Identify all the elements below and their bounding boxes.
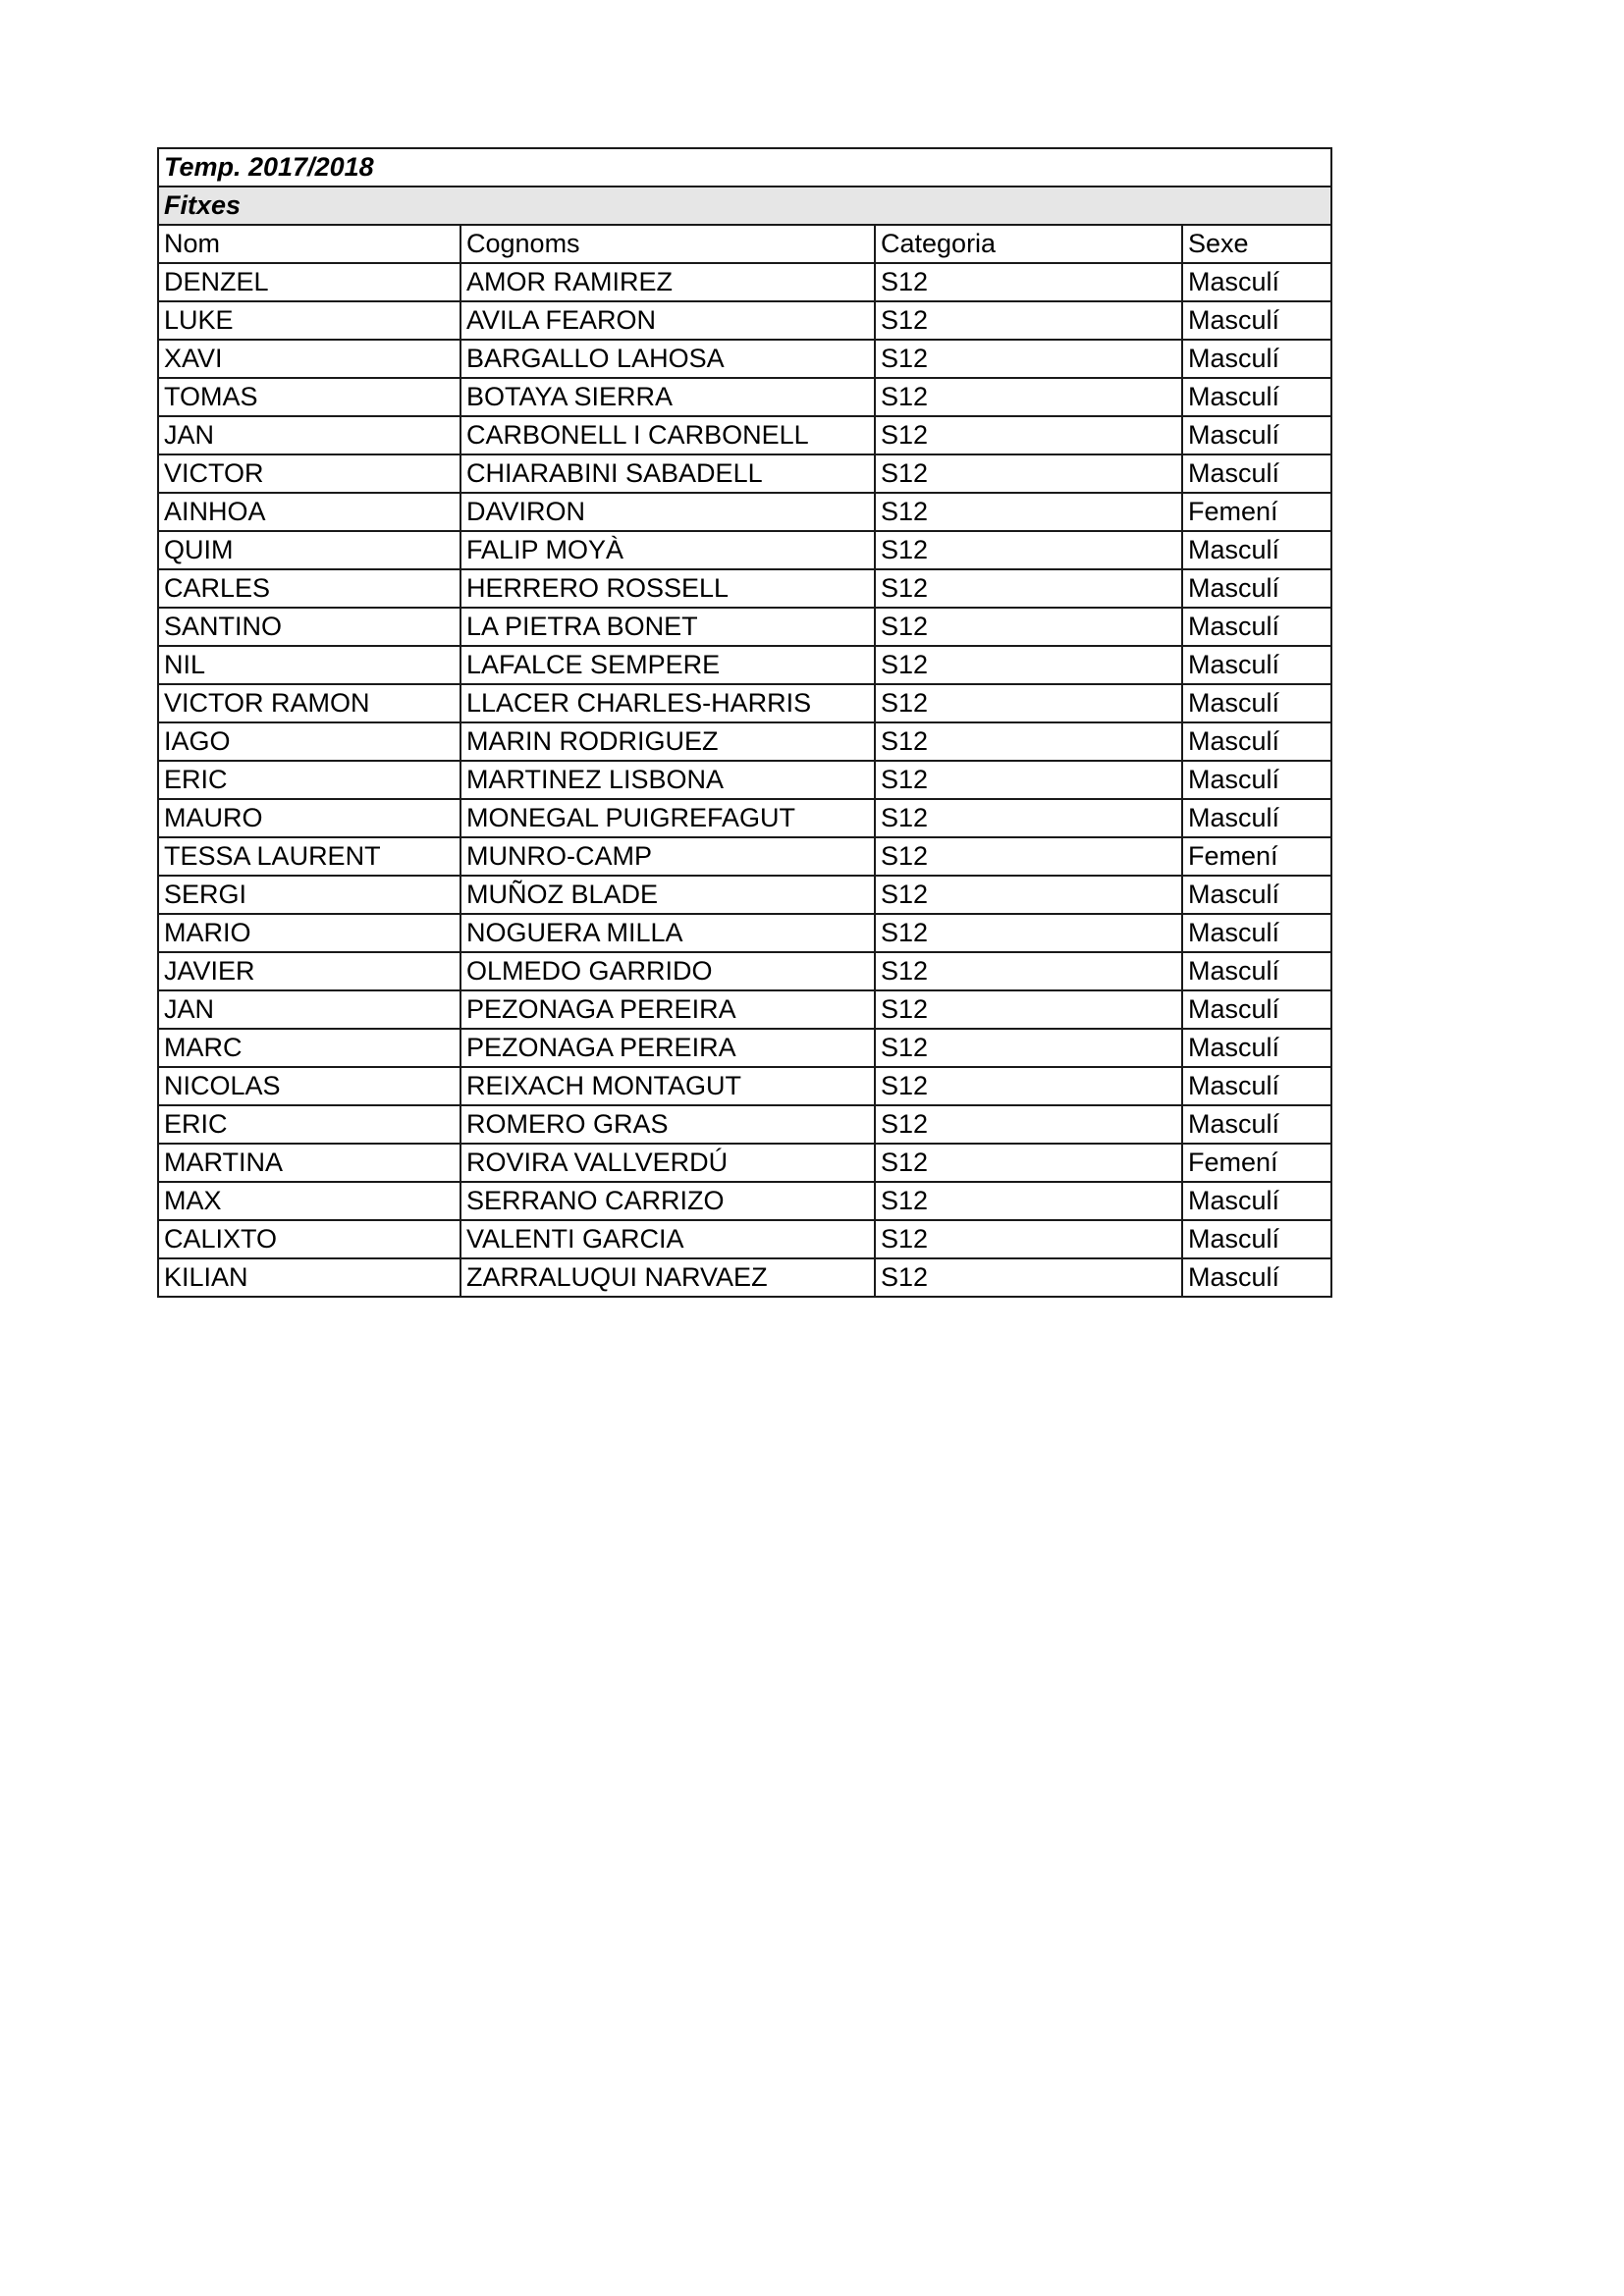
- cell-categoria: S12: [875, 1105, 1182, 1144]
- roster-table: [157, 147, 1332, 1298]
- cell-nom: TOMAS: [158, 378, 460, 416]
- table-row: [158, 952, 1331, 990]
- column-header-nom: Nom: [158, 225, 460, 263]
- cell-cognoms: ROMERO GRAS: [460, 1105, 875, 1144]
- cell-sexe: Masculí: [1182, 684, 1331, 722]
- cell-nom: XAVI: [158, 340, 460, 378]
- table-row: [158, 263, 1331, 301]
- cell-cognoms: REIXACH MONTAGUT: [460, 1067, 875, 1105]
- table-row: [158, 684, 1331, 722]
- cell-sexe: Femení: [1182, 837, 1331, 876]
- cell-cognoms: LA PIETRA BONET: [460, 608, 875, 646]
- cell-cognoms: HERRERO ROSSELL: [460, 569, 875, 608]
- table-row: [158, 1105, 1331, 1144]
- cell-sexe: Masculí: [1182, 1067, 1331, 1105]
- cell-sexe: Masculí: [1182, 531, 1331, 569]
- cell-nom: JAVIER: [158, 952, 460, 990]
- table-row: [158, 340, 1331, 378]
- cell-sexe: Masculí: [1182, 761, 1331, 799]
- cell-sexe: Masculí: [1182, 416, 1331, 454]
- cell-sexe: Femení: [1182, 1144, 1331, 1182]
- cell-categoria: S12: [875, 454, 1182, 493]
- cell-nom: MAX: [158, 1182, 460, 1220]
- table-row: [158, 454, 1331, 493]
- cell-nom: IAGO: [158, 722, 460, 761]
- title-row: [158, 148, 1331, 187]
- cell-cognoms: FALIP MOYÀ: [460, 531, 875, 569]
- cell-nom: CALIXTO: [158, 1220, 460, 1258]
- cell-categoria: S12: [875, 493, 1182, 531]
- table-row: [158, 569, 1331, 608]
- table-row: [158, 761, 1331, 799]
- cell-nom: CARLES: [158, 569, 460, 608]
- cell-sexe: Masculí: [1182, 646, 1331, 684]
- cell-nom: MARC: [158, 1029, 460, 1067]
- section-row: [158, 187, 1331, 225]
- cell-sexe: Masculí: [1182, 1105, 1331, 1144]
- section-title: Fitxes: [158, 187, 1331, 225]
- cell-sexe: Masculí: [1182, 876, 1331, 914]
- cell-cognoms: LAFALCE SEMPERE: [460, 646, 875, 684]
- column-header-categoria: Categoria: [875, 225, 1182, 263]
- cell-categoria: S12: [875, 1067, 1182, 1105]
- table-row: [158, 531, 1331, 569]
- table-row: [158, 799, 1331, 837]
- cell-nom: NICOLAS: [158, 1067, 460, 1105]
- cell-nom: NIL: [158, 646, 460, 684]
- cell-categoria: S12: [875, 263, 1182, 301]
- cell-categoria: S12: [875, 340, 1182, 378]
- table-row: [158, 876, 1331, 914]
- cell-categoria: S12: [875, 608, 1182, 646]
- cell-cognoms: MUNRO-CAMP: [460, 837, 875, 876]
- table-row: [158, 722, 1331, 761]
- cell-categoria: S12: [875, 531, 1182, 569]
- cell-nom: VICTOR RAMON: [158, 684, 460, 722]
- cell-cognoms: SERRANO CARRIZO: [460, 1182, 875, 1220]
- table-row: [158, 1067, 1331, 1105]
- cell-nom: ERIC: [158, 1105, 460, 1144]
- cell-categoria: S12: [875, 799, 1182, 837]
- cell-cognoms: AVILA FEARON: [460, 301, 875, 340]
- cell-cognoms: ZARRALUQUI NARVAEZ: [460, 1258, 875, 1297]
- table-row: [158, 416, 1331, 454]
- cell-sexe: Masculí: [1182, 914, 1331, 952]
- cell-categoria: S12: [875, 1029, 1182, 1067]
- cell-cognoms: MARTINEZ LISBONA: [460, 761, 875, 799]
- cell-cognoms: ROVIRA VALLVERDÚ: [460, 1144, 875, 1182]
- table-row: [158, 990, 1331, 1029]
- cell-cognoms: MARIN RODRIGUEZ: [460, 722, 875, 761]
- cell-sexe: Masculí: [1182, 569, 1331, 608]
- cell-categoria: S12: [875, 1220, 1182, 1258]
- cell-nom: MARIO: [158, 914, 460, 952]
- season-title: Temp. 2017/2018: [158, 148, 1331, 187]
- cell-sexe: Masculí: [1182, 340, 1331, 378]
- cell-categoria: S12: [875, 876, 1182, 914]
- cell-nom: JAN: [158, 990, 460, 1029]
- cell-cognoms: VALENTI GARCIA: [460, 1220, 875, 1258]
- cell-categoria: S12: [875, 722, 1182, 761]
- table-row: [158, 608, 1331, 646]
- roster-table-body: [158, 148, 1331, 1297]
- cell-cognoms: PEZONAGA PEREIRA: [460, 990, 875, 1029]
- cell-categoria: S12: [875, 761, 1182, 799]
- cell-cognoms: CHIARABINI SABADELL: [460, 454, 875, 493]
- cell-nom: VICTOR: [158, 454, 460, 493]
- table-row: [158, 1182, 1331, 1220]
- cell-cognoms: AMOR RAMIREZ: [460, 263, 875, 301]
- cell-sexe: Masculí: [1182, 990, 1331, 1029]
- cell-nom: AINHOA: [158, 493, 460, 531]
- cell-categoria: S12: [875, 646, 1182, 684]
- table-row: [158, 301, 1331, 340]
- cell-categoria: S12: [875, 569, 1182, 608]
- cell-categoria: S12: [875, 1144, 1182, 1182]
- cell-sexe: Masculí: [1182, 263, 1331, 301]
- header-row: [158, 225, 1331, 263]
- cell-sexe: Femení: [1182, 493, 1331, 531]
- cell-categoria: S12: [875, 684, 1182, 722]
- table-row: [158, 1144, 1331, 1182]
- table-row: [158, 378, 1331, 416]
- cell-cognoms: MONEGAL PUIGREFAGUT: [460, 799, 875, 837]
- cell-cognoms: BARGALLO LAHOSA: [460, 340, 875, 378]
- cell-nom: TESSA LAURENT: [158, 837, 460, 876]
- cell-sexe: Masculí: [1182, 454, 1331, 493]
- cell-categoria: S12: [875, 416, 1182, 454]
- cell-sexe: Masculí: [1182, 301, 1331, 340]
- cell-sexe: Masculí: [1182, 608, 1331, 646]
- cell-sexe: Masculí: [1182, 952, 1331, 990]
- cell-cognoms: OLMEDO GARRIDO: [460, 952, 875, 990]
- cell-cognoms: PEZONAGA PEREIRA: [460, 1029, 875, 1067]
- cell-nom: DENZEL: [158, 263, 460, 301]
- table-row: [158, 1029, 1331, 1067]
- cell-sexe: Masculí: [1182, 799, 1331, 837]
- cell-categoria: S12: [875, 301, 1182, 340]
- table-row: [158, 914, 1331, 952]
- cell-nom: SANTINO: [158, 608, 460, 646]
- cell-nom: QUIM: [158, 531, 460, 569]
- table-row: [158, 646, 1331, 684]
- cell-categoria: S12: [875, 914, 1182, 952]
- column-header-sexe: Sexe: [1182, 225, 1331, 263]
- cell-cognoms: BOTAYA SIERRA: [460, 378, 875, 416]
- table-row: [158, 493, 1331, 531]
- cell-sexe: Masculí: [1182, 1029, 1331, 1067]
- cell-nom: SERGI: [158, 876, 460, 914]
- cell-cognoms: CARBONELL I CARBONELL: [460, 416, 875, 454]
- table-row: [158, 1258, 1331, 1297]
- cell-sexe: Masculí: [1182, 722, 1331, 761]
- cell-cognoms: DAVIRON: [460, 493, 875, 531]
- cell-sexe: Masculí: [1182, 1182, 1331, 1220]
- cell-sexe: Masculí: [1182, 1258, 1331, 1297]
- cell-categoria: S12: [875, 990, 1182, 1029]
- cell-nom: MARTINA: [158, 1144, 460, 1182]
- cell-categoria: S12: [875, 378, 1182, 416]
- cell-nom: LUKE: [158, 301, 460, 340]
- cell-nom: MAURO: [158, 799, 460, 837]
- column-header-cognoms: Cognoms: [460, 225, 875, 263]
- cell-sexe: Masculí: [1182, 378, 1331, 416]
- table-row: [158, 1220, 1331, 1258]
- cell-cognoms: LLACER CHARLES-HARRIS: [460, 684, 875, 722]
- cell-nom: JAN: [158, 416, 460, 454]
- cell-cognoms: MUÑOZ BLADE: [460, 876, 875, 914]
- cell-categoria: S12: [875, 1258, 1182, 1297]
- cell-cognoms: NOGUERA MILLA: [460, 914, 875, 952]
- cell-nom: ERIC: [158, 761, 460, 799]
- cell-categoria: S12: [875, 1182, 1182, 1220]
- table-row: [158, 837, 1331, 876]
- cell-categoria: S12: [875, 837, 1182, 876]
- cell-nom: KILIAN: [158, 1258, 460, 1297]
- cell-sexe: Masculí: [1182, 1220, 1331, 1258]
- cell-categoria: S12: [875, 952, 1182, 990]
